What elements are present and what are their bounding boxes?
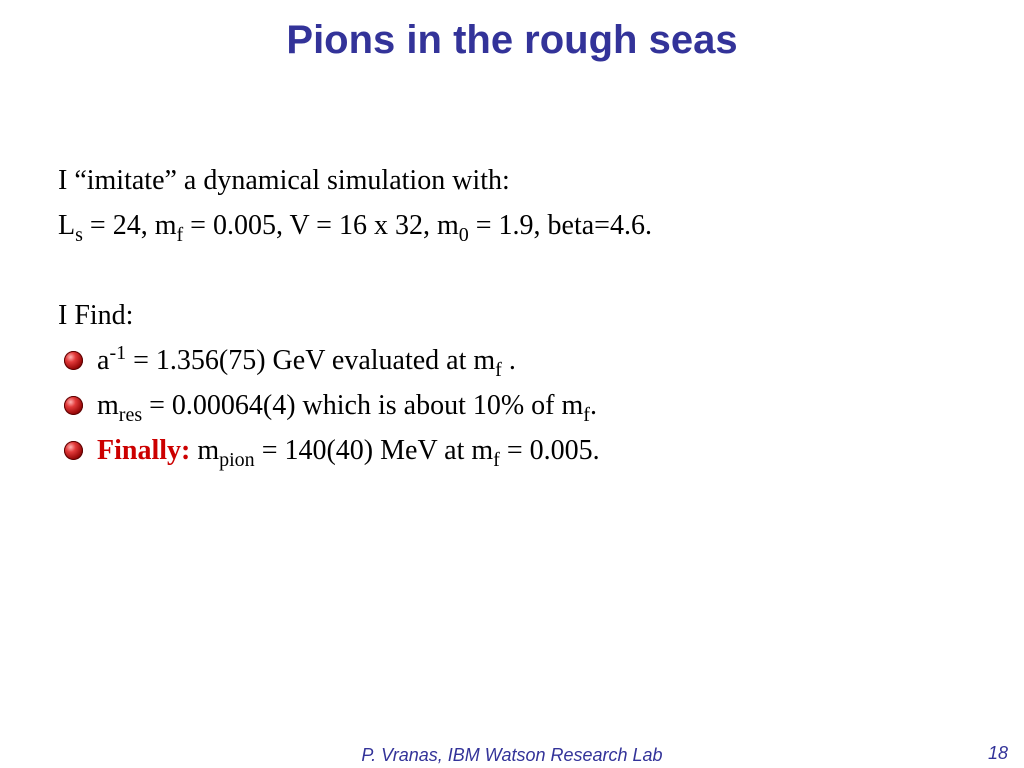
bullet-2-mid: = 0.00064(4) which is about 10% of m bbox=[142, 390, 584, 421]
bullet-2-pre: m bbox=[97, 390, 119, 421]
red-sphere-bullet-icon bbox=[64, 396, 83, 415]
bullet-1-post: . bbox=[501, 345, 516, 376]
bullet-item-1 bbox=[58, 338, 988, 383]
bullet-2-sub1: res bbox=[118, 404, 143, 426]
param-L: L bbox=[58, 210, 76, 241]
param-L-rest: = 24, m bbox=[82, 210, 177, 241]
bullet-item-2 bbox=[58, 383, 988, 428]
bullet-1-sub: f bbox=[495, 359, 502, 381]
blank-line bbox=[58, 248, 988, 293]
bullet-1-sup: -1 bbox=[109, 342, 127, 364]
params-line bbox=[58, 203, 988, 248]
bullet-1-pre: a bbox=[97, 345, 110, 376]
find-label-line bbox=[58, 293, 988, 338]
bullet-3-mid: = 140(40) MeV at m bbox=[254, 435, 494, 466]
red-sphere-bullet-icon bbox=[64, 441, 83, 460]
page-number: 18 bbox=[987, 743, 1008, 763]
intro-text: I “imitate” a dynamical simulation with: bbox=[58, 165, 510, 196]
bullet-2-sub2: f bbox=[583, 404, 590, 426]
bullet-3-emphasis: Finally: bbox=[97, 435, 191, 466]
param-mf-rest: = 0.005, V = 16 x 32, m bbox=[183, 210, 459, 241]
param-L-sub: s bbox=[75, 224, 83, 246]
bullet-item-3 bbox=[58, 428, 988, 473]
find-label: I Find: bbox=[58, 300, 134, 331]
intro-line bbox=[58, 158, 988, 203]
slide-title: Pions in the rough seas bbox=[286, 18, 738, 62]
bullet-2-post: . bbox=[589, 390, 597, 421]
bullet-1-mid: = 1.356(75) GeV evaluated at m bbox=[126, 345, 496, 376]
bullet-3-post: = 0.005. bbox=[499, 435, 600, 466]
bullet-3-sub1: pion bbox=[219, 449, 255, 471]
param-m0-rest: = 1.9, beta=4.6. bbox=[468, 210, 652, 241]
param-m0-sub: 0 bbox=[458, 224, 469, 246]
footer-author: P. Vranas, IBM Watson Research Lab bbox=[361, 745, 663, 765]
red-sphere-bullet-icon bbox=[64, 351, 83, 370]
slide-body bbox=[58, 158, 988, 473]
param-mf-sub: f bbox=[176, 224, 184, 246]
bullet-3-pre: m bbox=[190, 435, 220, 466]
bullet-3-sub2: f bbox=[493, 449, 500, 471]
